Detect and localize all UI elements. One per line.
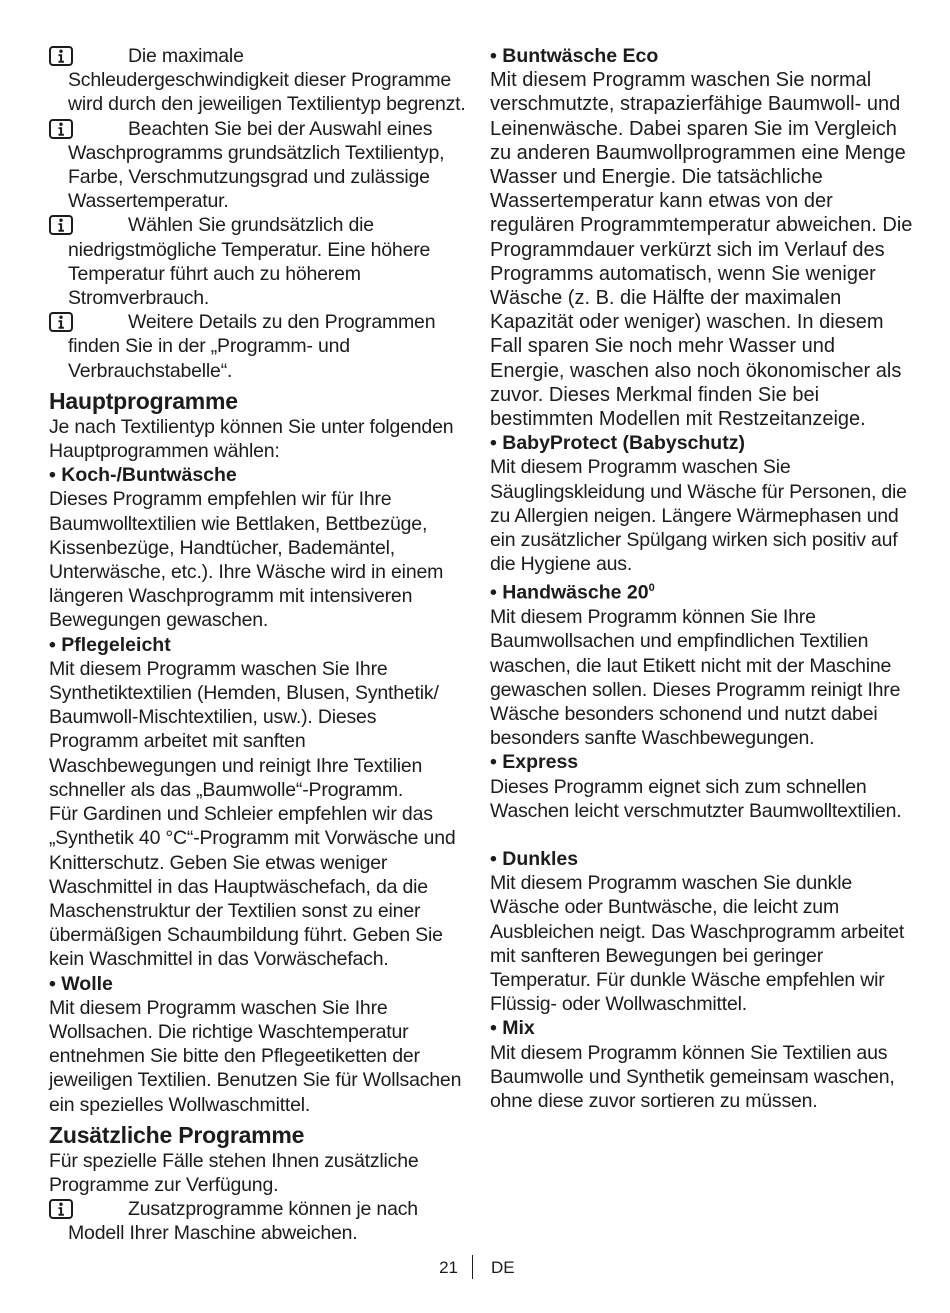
program-title-pflegeleicht: • Pflegeleicht: [49, 633, 171, 656]
program-title-koch: • Koch-/Buntwäsche: [49, 464, 237, 487]
page-footer: [0, 1255, 950, 1281]
info-note: [49, 117, 469, 214]
note-lead-text: Die maximale Schleudergeschwindigkeit: [68, 45, 289, 92]
note-text: Ihrer Maschine abweichen.: [129, 1222, 358, 1245]
info-icon: [49, 119, 73, 139]
page-number: 21: [439, 1258, 458, 1277]
program-title-mix: • Mix: [490, 1017, 535, 1040]
program-description: Mit diesem Programm können Sie Ihre Baumwollsachen und empfindlichen Textilien waschen, die laut Etikett nicht mit der Maschine gewaschen sollen. Dieses Programm reinigt Ihre Wäsche besonders schonend und nutzt dabei besonders sanfte Waschbewegungen.: [490, 606, 901, 750]
footer-divider: [472, 1255, 473, 1279]
section-heading-extra-programs: Zusätzliche Programme: [49, 1121, 305, 1148]
info-icon: [49, 1199, 73, 1219]
info-note: [49, 213, 469, 310]
program-title-express: • Express: [490, 751, 579, 774]
spacer: [490, 823, 915, 847]
program-description: Mit diesem Programm waschen Sie Ihre Synthetiktextilien (Hemden, Blusen, Synthetik/ Baumwoll-Mischtextilien, usw.). Dieses Programm arbeitet mit sanften Waschbewegungen und reinigt Ihre Textilien schneller als das „Baumwolle“-Programm.: [49, 657, 439, 801]
note-text: niedrigstmögliche Temperatur. Eine höhere Temperatur führt auch zu höherem Stromverbrauch.: [68, 238, 431, 310]
note-lead-text: Weitere Details zu den Programmen finden: [68, 311, 436, 358]
note-lead-text: Zusatzprogramme können je nach Modell: [68, 1198, 418, 1245]
note-text: Sie in der „Programm- und Verbrauchstabelle“.: [68, 335, 350, 382]
info-icon: [49, 215, 73, 235]
program-title-babyprotect: • BabyProtect (Babyschutz): [490, 432, 745, 455]
info-icon: [49, 46, 73, 66]
program-title-dunkles: • Dunkles: [490, 848, 579, 870]
note-text: dieser Programme wird durch den jeweiligen Textilientyp begrenzt.: [68, 69, 466, 116]
info-icon: [49, 312, 73, 332]
program-description: Mit diesem Programm waschen Sie normal verschmutzte, strapazierfähige Baumwoll- und Leinenwäsche. Dabei sparen Sie im Vergleich zu anderen Baumwollprogrammen eine Menge Wasser und Energie. Die tatsächliche Wassertemperatur kann etwas von der regulären Programmtemperatur abweichen. Die Programmdauer verkürzt sich im Verlauf des Programms automatisch, wenn Sie weniger Wäsche (z. B. die Hälfte der maximalen Kapazität oder weniger) waschen. In diesem Fall sparen Sie noch mehr Wasser und Energie, waschen also noch ökonomischer als zuvor. Dieses Merkmal finden Sie bei bestimmten Modellen mit Restzeitanzeige.: [490, 69, 913, 431]
info-note: [49, 310, 469, 383]
program-description: Dieses Programm eignet sich zum schnellen Waschen leicht verschmutzter Baumwolltextilien.: [490, 775, 902, 822]
info-note: [49, 44, 469, 117]
section-heading-main-programs: Hauptprogramme: [49, 387, 238, 414]
program-description: Mit diesem Programm waschen Sie Ihre Wollsachen. Die richtige Waschtemperatur entnehmen Sie bitte den Pflegeetiketten der jeweiligen Textilien. Benutzen Sie für Wollsachen ein spezielles Wollwaschmittel.: [49, 996, 462, 1116]
note-text: Waschprogramms grundsätzlich Textilientyp, Farbe, Verschmutzungsgrad und zulässige Wassertemperatur.: [68, 141, 445, 213]
note-lead-text: Beachten Sie bei der Auswahl eines: [128, 117, 433, 140]
language-code: DE: [491, 1258, 515, 1277]
left-column: [49, 44, 469, 1246]
program-title-text: • Handwäsche 20: [490, 581, 649, 604]
program-description: Dieses Programm empfehlen wir für Ihre Baumwolltextilien wie Bettlaken, Bettbezüge, Kissenbezüge, Handtücher, Bademäntel, Unterwäsche, etc.). Ihre Wäsche wird in einem längeren Waschprogramm mit intensiveren Bewegungen gewaschen.: [49, 488, 444, 632]
right-column: [490, 44, 915, 1113]
program-description: Für Gardinen und Schleier empfehlen wir das „Synthetik 40 °C“-Programm mit Vorwäsche und Knitterschutz. Geben Sie etwas weniger Waschmittel in das Hauptwäschefach, da die Maschenstruktur der Textilien sonst zu einer übermäßigen Schaumbildung führt. Geben Sie kein Waschmittel in das Vorwäschefach.: [49, 803, 456, 971]
program-description: Mit diesem Programm waschen Sie dunkle Wäsche oder Buntwäsche, die leicht zum Ausbleichen neigt. Das Waschprogramm arbeitet mit sanfteren Bewegungen bei geringer Temperatur. Für dunkle Wäsche empfehlen wir Flüssig- oder Wollwaschmittel.: [490, 872, 905, 1016]
program-description: Mit diesem Programm waschen Sie Säuglingskleidung und Wäsche für Personen, die zu Allergien neigen. Längere Wärmephasen und ein zusätzlicher Spülgang wirken sich positiv auf die Hygiene aus.: [490, 456, 907, 576]
program-title-eco: • Buntwäsche Eco: [490, 45, 659, 67]
program-title-handwash: [490, 576, 915, 605]
degree-superscript: 0: [648, 582, 655, 595]
section-intro: Je nach Textilientyp können Sie unter folgenden Hauptprogrammen wählen:: [49, 415, 454, 463]
program-description: Mit diesem Programm können Sie Textilien aus Baumwolle und Synthetik gemeinsam waschen, ohne diese zuvor sortieren zu müssen.: [490, 1041, 895, 1113]
info-note: [49, 1197, 469, 1245]
program-title-wolle: • Wolle: [49, 972, 113, 995]
section-intro: Für spezielle Fälle stehen Ihnen zusätzliche Programme zur Verfügung.: [49, 1149, 419, 1196]
note-lead-text: Wählen Sie grundsätzlich die: [128, 214, 374, 237]
